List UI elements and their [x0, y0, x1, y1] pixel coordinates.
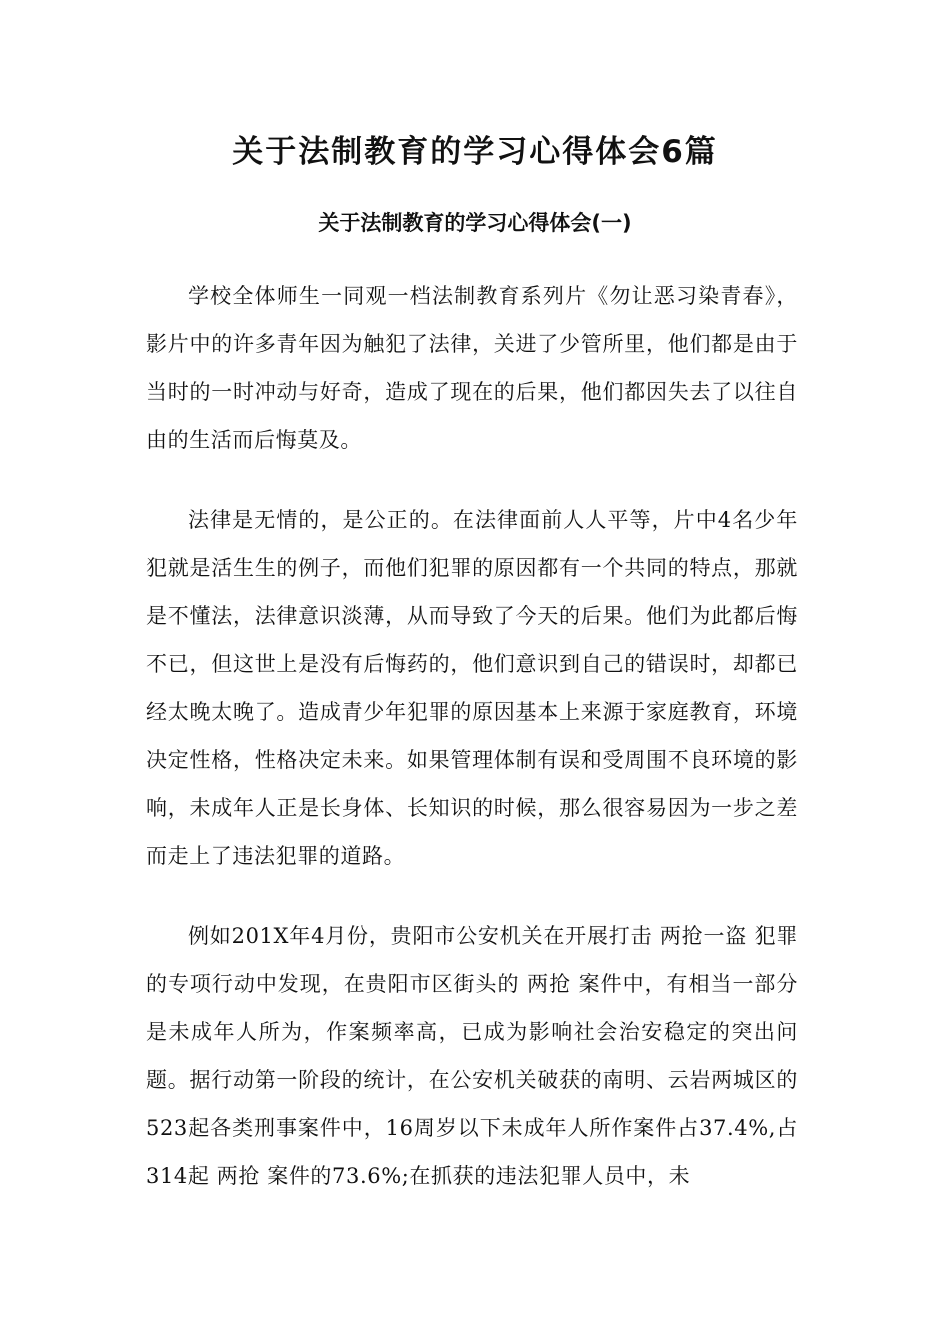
paragraph-3: 例如201X年4月份，贵阳市公安机关在开展打击 两抢一盗 犯罪的专项行动中发现，在贵阳市区街头的 两抢 案件中，有相当一部分是未成年人所为，作案频率高，已成为影响社会治安稳定的突出问题。据行动第一阶段的统计，在公安机关破获的南明、云岩两城区的523起各类刑事案件中，16周岁以下未成年人所作案件占37.4%,占314起 两抢 案件的73.6%;在抓获的违法犯罪人员中，未	[146, 924, 798, 1188]
document-body	[146, 272, 798, 1232]
section-title: 关于法制教育的学习心得体会(一)	[318, 211, 632, 235]
paragraph-2: 法律是无情的，是公正的。在法律面前人人平等，片中4名少年犯就是活生生的例子，而他们犯罪的原因都有一个共同的特点，那就是不懂法，法律意识淡薄，从而导致了今天的后果。他们为此都后悔不已，但这世上是没有后悔药的，他们意识到自己的错误时，却都已经太晚太晚了。造成青少年犯罪的原因基本上来源于家庭教育，环境决定性格，性格决定未来。如果管理体制有误和受周围不良环境的影响，未成年人正是长身体、长知识的时候，那么很容易因为一步之差而走上了违法犯罪的道路。	[146, 508, 798, 868]
document-title: 关于法制教育的学习心得体会6篇	[232, 134, 718, 170]
paragraph-1: 学校全体师生一同观一档法制教育系列片《勿让恶习染青春》，影片中的许多青年因为触犯了法律，关进了少管所里，他们都是由于当时的一时冲动与好奇，造成了现在的后果，他们都因失去了以往自由的生活而后悔莫及。	[146, 284, 798, 452]
